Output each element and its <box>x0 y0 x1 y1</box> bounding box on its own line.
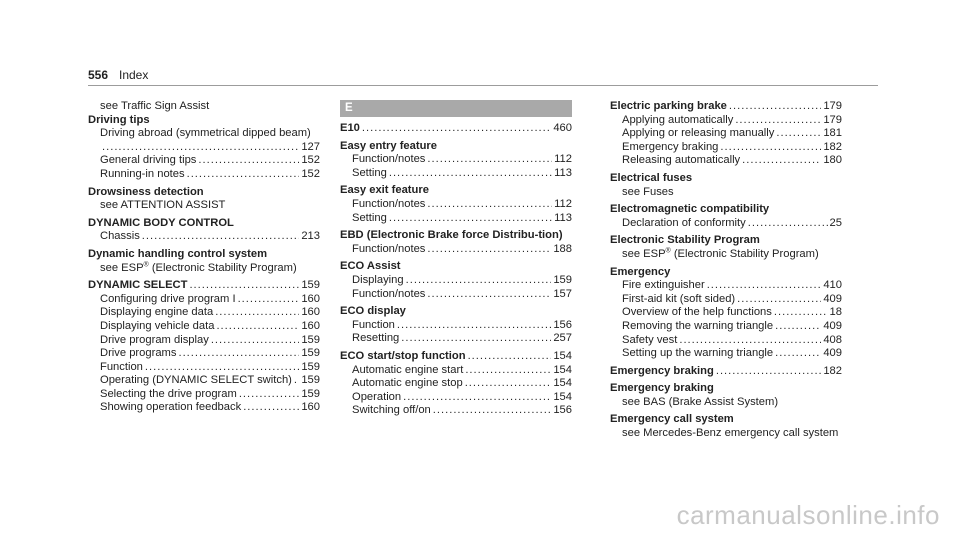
index-subentry <box>88 347 320 361</box>
index-heading: Easy exit feature <box>340 184 429 197</box>
index-heading: Electrical fuses <box>610 171 693 184</box>
page-reference: 154 <box>553 349 572 362</box>
index-subentry <box>610 347 842 361</box>
page-reference: 179 <box>823 100 842 112</box>
page-number: 556 <box>88 68 109 82</box>
index-subentry <box>610 127 842 141</box>
page-reference: 159 <box>301 279 320 292</box>
dot-leader <box>215 306 299 320</box>
index-subentry <box>340 167 572 181</box>
index-subentry <box>88 374 320 388</box>
index-heading <box>340 122 572 136</box>
entry-text: Running-in notes <box>100 167 185 180</box>
dot-leader <box>238 293 300 307</box>
index-subentry <box>88 388 320 402</box>
entry-text: Operating (DYNAMIC SELECT switch) <box>100 374 292 387</box>
entry-text: Chassis <box>100 230 140 243</box>
entry-text: Applying automatically <box>622 113 734 126</box>
entry-text: Releasing automatically <box>622 154 741 167</box>
index-subentry <box>610 114 842 128</box>
index-subentry <box>340 364 572 378</box>
dot-leader <box>145 361 299 375</box>
page-reference: 181 <box>823 127 842 140</box>
index-heading <box>610 365 842 379</box>
page-reference: 160 <box>301 292 320 305</box>
entry-text: Automatic engine start <box>352 363 464 376</box>
index-subentry: see Fuses <box>622 185 674 198</box>
page-reference: 182 <box>823 364 842 377</box>
page-reference: 409 <box>823 292 842 305</box>
dot-leader <box>403 391 551 405</box>
page-reference: 159 <box>301 360 320 373</box>
index-subentry <box>610 217 842 231</box>
dot-leader <box>294 374 299 388</box>
dot-leader <box>729 100 821 114</box>
entry-text: Function/notes <box>352 242 426 255</box>
index-subentry <box>88 293 320 307</box>
index-subentry: see ESP® (Electronic Stability Program) <box>622 247 819 260</box>
page-reference: 152 <box>301 167 320 180</box>
page-header <box>88 68 878 86</box>
page-reference: 182 <box>823 140 842 153</box>
entry-text: Switching off/on <box>352 404 431 417</box>
index-subentry <box>340 288 572 302</box>
index-subentry <box>340 198 572 212</box>
entry-text: E10 <box>340 122 360 134</box>
page-reference: 213 <box>301 230 320 243</box>
entry-text: Removing the warning triangle <box>622 319 774 332</box>
page-reference: 180 <box>823 154 842 167</box>
index-subentry <box>610 306 842 320</box>
index-heading: Electronic Stability Program <box>610 234 760 247</box>
dot-leader <box>465 364 551 378</box>
index-heading <box>88 279 320 293</box>
dot-leader <box>389 167 552 181</box>
page-reference: 188 <box>553 242 572 255</box>
dot-leader <box>465 377 552 391</box>
page-reference: 159 <box>301 347 320 360</box>
page-reference: 113 <box>554 211 572 224</box>
dot-leader <box>401 332 551 346</box>
entry-text: Applying or releasing manually <box>622 127 775 140</box>
index-subentry <box>340 212 572 226</box>
index-subentry: see BAS (Brake Assist System) <box>622 395 779 408</box>
dot-leader <box>142 230 300 244</box>
page-reference: 157 <box>553 287 572 300</box>
index-subentry: see Traffic Sign Assist <box>100 100 210 112</box>
index-subentry <box>610 279 842 293</box>
index-heading <box>610 100 842 114</box>
index-heading: EBD (Electronic Brake force Distribu-tion) <box>340 229 563 242</box>
index-column-3 <box>610 100 842 441</box>
index-heading: Emergency braking <box>610 382 714 395</box>
watermark: carmanualsonline.info <box>676 500 940 530</box>
page-reference: 156 <box>553 318 572 331</box>
entry-text: Setting <box>352 211 387 224</box>
page-reference: 160 <box>301 306 320 319</box>
entry-text: DYNAMIC SELECT <box>88 279 188 292</box>
dot-leader <box>748 217 828 231</box>
dot-leader <box>742 154 821 168</box>
dot-leader <box>775 320 821 334</box>
index-subentry <box>610 320 842 334</box>
page-reference: 408 <box>823 333 842 346</box>
entry-text: Setting up the warning triangle <box>622 347 774 360</box>
entry-text: Configuring drive program I <box>100 292 236 305</box>
dot-leader <box>468 350 552 364</box>
index-subentry <box>88 127 320 154</box>
page-reference: 160 <box>301 319 320 332</box>
index-subentry: see ATTENTION ASSIST <box>100 199 226 212</box>
dot-leader <box>427 153 552 167</box>
page-reference: 409 <box>823 319 842 332</box>
running-title: Index <box>119 68 149 82</box>
page-reference: 127 <box>301 140 320 153</box>
page-reference: 156 <box>553 404 572 417</box>
index-subentry <box>88 154 320 168</box>
entry-text: Declaration of conformity <box>622 216 746 229</box>
dot-leader <box>211 334 300 348</box>
dot-leader <box>102 141 299 155</box>
page-reference: 25 <box>829 216 842 229</box>
entry-text: Displaying <box>352 273 404 286</box>
dot-leader <box>198 154 299 168</box>
entry-text: Safety vest <box>622 333 678 346</box>
page-reference: 154 <box>553 390 572 403</box>
dot-leader <box>720 141 821 155</box>
dot-leader <box>716 365 821 379</box>
dot-leader <box>679 334 821 348</box>
entry-text: Selecting the drive program <box>100 387 237 400</box>
index-heading: Emergency call system <box>610 413 734 426</box>
index-subentry <box>88 334 320 348</box>
index-subentry <box>610 141 842 155</box>
dot-leader <box>776 127 821 141</box>
index-subentry <box>610 334 842 348</box>
header-rule <box>88 85 878 86</box>
index-subentry <box>88 306 320 320</box>
entry-text: Showing operation feedback <box>100 401 242 414</box>
dot-leader <box>239 388 300 402</box>
dot-leader <box>187 168 300 182</box>
dot-leader <box>216 320 299 334</box>
index-subentry <box>88 320 320 334</box>
entry-text: Automatic engine stop <box>352 377 463 390</box>
page-reference: 159 <box>301 374 320 387</box>
page-reference: 159 <box>301 333 320 346</box>
entry-text: Overview of the help functions <box>622 306 772 319</box>
dot-leader <box>707 279 822 293</box>
page-reference: 409 <box>823 347 842 360</box>
page-reference: 159 <box>553 273 572 286</box>
page-reference: 112 <box>554 153 572 166</box>
index-heading: Easy entry feature <box>340 139 438 152</box>
page-reference: 152 <box>301 154 320 167</box>
page-reference: 154 <box>553 363 572 376</box>
entry-text: Drive programs <box>100 347 177 360</box>
entry-text: Electric parking brake <box>610 100 727 112</box>
entry-text: Emergency braking <box>622 140 719 153</box>
dot-leader <box>735 114 821 128</box>
index-subentry <box>340 391 572 405</box>
dot-leader <box>389 212 552 226</box>
index-heading: ECO display <box>340 305 406 318</box>
dot-leader <box>427 198 552 212</box>
dot-leader <box>774 306 828 320</box>
dot-leader <box>243 401 299 415</box>
entry-text: Displaying engine data <box>100 306 214 319</box>
dot-leader <box>406 274 552 288</box>
entry-text: Function <box>352 318 395 331</box>
entry-text: Function/notes <box>352 153 426 166</box>
index-subentry <box>610 154 842 168</box>
entry-text: Fire extinguisher <box>622 279 705 292</box>
index-heading: Emergency <box>610 265 671 278</box>
dot-leader <box>775 347 821 361</box>
index-subentry <box>340 153 572 167</box>
page-reference: 257 <box>553 332 572 345</box>
page-reference: 160 <box>301 401 320 414</box>
dot-leader <box>397 319 551 333</box>
index-column-1 <box>88 100 320 415</box>
index-subentry: see ESP® (Electronic Stability Program) <box>100 260 297 274</box>
index-subentry <box>340 332 572 346</box>
page-reference: 159 <box>301 387 320 400</box>
entry-text: Function/notes <box>352 197 426 210</box>
index-subentry <box>88 230 320 244</box>
entry-text: Emergency braking <box>610 364 714 377</box>
index-subentry <box>340 377 572 391</box>
entry-text: Displaying vehicle data <box>100 319 215 332</box>
entry-text: General driving tips <box>100 154 197 167</box>
index-column-2 <box>340 100 572 418</box>
index-subentry: see Mercedes-Benz emergency call system <box>622 427 839 440</box>
entry-text: First-aid kit (soft sided) <box>622 292 736 305</box>
index-subentry <box>610 293 842 307</box>
index-heading: DYNAMIC BODY CONTROL <box>88 216 234 229</box>
page-reference: 113 <box>554 166 572 179</box>
section-letter-bar: E <box>340 100 572 117</box>
index-subentry <box>88 168 320 182</box>
dot-leader <box>737 293 821 307</box>
dot-leader <box>427 288 551 302</box>
entry-text: ECO start/stop function <box>340 349 466 362</box>
entry-text: Operation <box>352 390 402 403</box>
page-reference: 179 <box>823 113 842 126</box>
page-reference: 112 <box>554 197 572 210</box>
dot-leader <box>178 347 299 361</box>
index-heading: Driving tips <box>88 113 150 126</box>
index-column-2-entries <box>340 122 572 418</box>
entry-text: Driving abroad (symmetrical dipped beam) <box>100 127 311 140</box>
page-reference: 410 <box>823 279 842 292</box>
index-subentry <box>340 404 572 418</box>
index-subentry <box>88 401 320 415</box>
index-heading: Dynamic handling control system <box>88 247 268 260</box>
dot-leader <box>427 243 551 257</box>
page-reference: 18 <box>829 306 842 319</box>
entry-text: Resetting <box>352 332 400 345</box>
index-subentry <box>340 274 572 288</box>
page-reference: 460 <box>553 122 572 134</box>
entry-text: Function/notes <box>352 287 426 300</box>
entry-text: Function <box>100 360 143 373</box>
dot-leader <box>433 404 552 418</box>
page-reference: 154 <box>553 377 572 390</box>
entry-text: Drive program display <box>100 333 209 346</box>
index-heading: ECO Assist <box>340 260 401 273</box>
dot-leader <box>362 122 551 136</box>
dot-leader <box>189 279 299 293</box>
entry-text: Setting <box>352 166 387 179</box>
index-heading: Drowsiness detection <box>88 185 204 198</box>
index-subentry <box>340 243 572 257</box>
index-heading <box>340 350 572 364</box>
index-heading: Electromagnetic compatibility <box>610 203 770 216</box>
index-subentry <box>88 361 320 375</box>
index-subentry <box>340 319 572 333</box>
